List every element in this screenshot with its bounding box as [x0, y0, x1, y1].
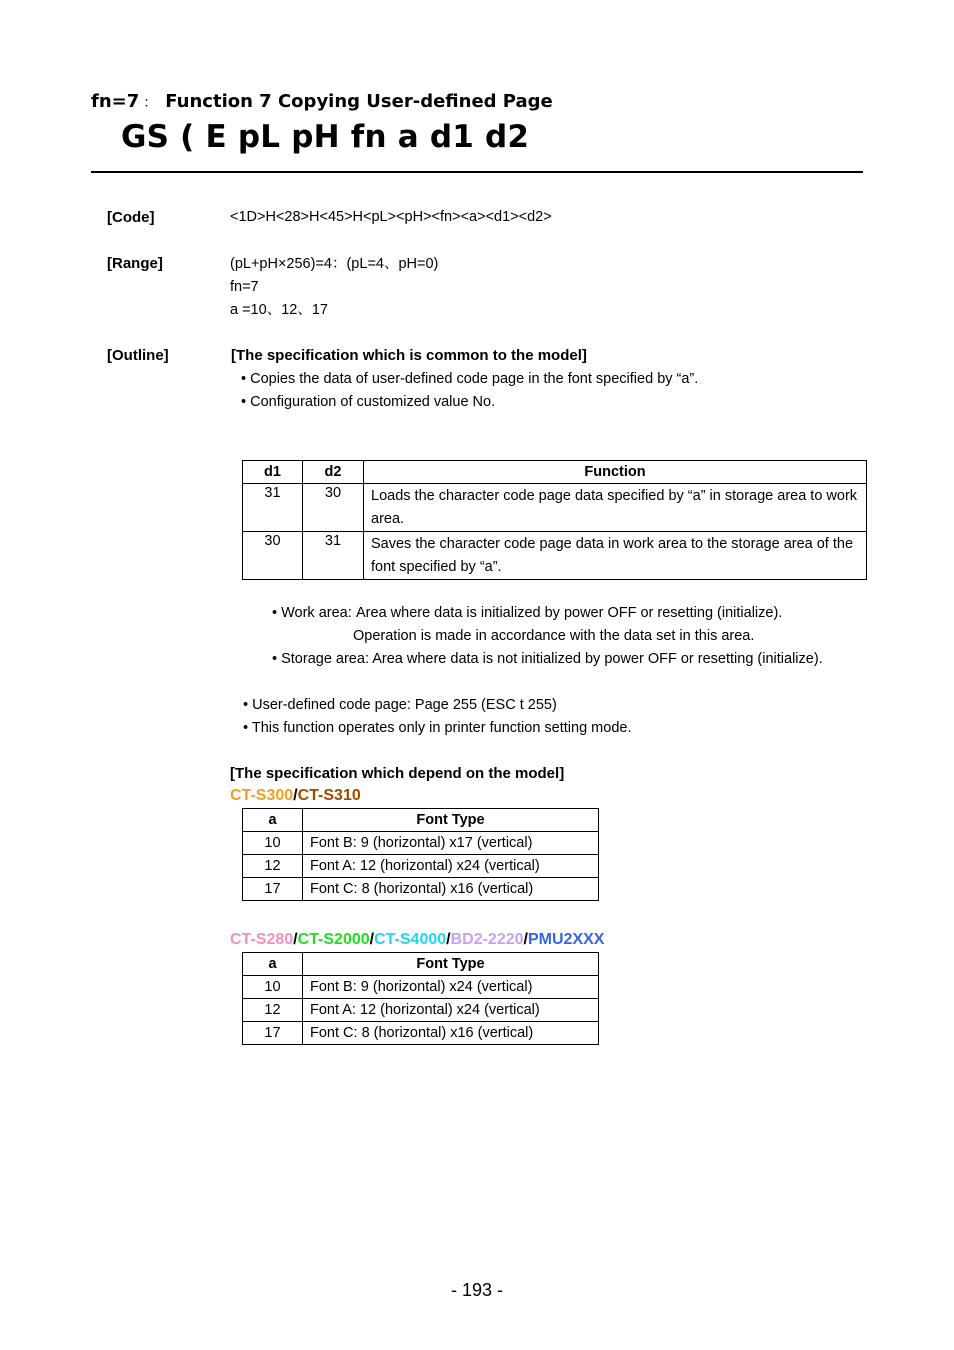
cell-function: Loads the character code page data specified by “a” in storage area to work area.	[364, 484, 867, 532]
function-title: Function 7 Copying User-defined Page	[165, 91, 553, 112]
model-name: CT-S2000	[297, 931, 370, 948]
column-header-d2: d2	[303, 461, 364, 484]
model-name: BD2-2220	[450, 931, 524, 948]
cell-a: 10	[243, 976, 303, 999]
cell-font: Font B: 9 (horizontal) x17 (vertical)	[303, 832, 599, 855]
model-group-2-label	[230, 931, 604, 949]
table-row	[243, 976, 599, 999]
column-header-function: Function	[364, 461, 867, 484]
slash: /	[293, 787, 298, 804]
cell-a: 12	[243, 999, 303, 1022]
cell-d1: 30	[243, 532, 303, 580]
storage-area-note: • Storage area: Area where data is not initialized by power OFF or resetting (initialize).	[272, 651, 823, 667]
font-type-table-1	[242, 808, 599, 901]
separator: ：	[143, 95, 158, 111]
column-header-font-type: Font Type	[303, 809, 599, 832]
cell-font: Font C: 8 (horizontal) x16 (vertical)	[303, 878, 599, 901]
cell-a: 12	[243, 855, 303, 878]
table-row	[243, 999, 599, 1022]
page-number: - 193 -	[450, 1280, 504, 1300]
cell-d2: 31	[303, 532, 364, 580]
cell-a: 10	[243, 832, 303, 855]
column-header-font-type: Font Type	[303, 953, 599, 976]
function-subtitle	[91, 91, 553, 112]
model-name: CT-S280	[230, 931, 294, 948]
range-line: (pL+pH×256)=4：(pL=4、pH=0)	[230, 256, 439, 272]
model-spec-heading: [The specification which depend on the model]	[230, 765, 565, 782]
column-header-d1: d1	[243, 461, 303, 484]
notes	[243, 694, 631, 740]
outline-bullets	[241, 368, 698, 414]
model-group-1-label	[230, 787, 361, 805]
work-area-label: • Work area:	[272, 605, 352, 621]
note-item: • User-defined code page: Page 255 (ESC t 255)	[243, 697, 557, 713]
cell-function: Saves the character code page data in work area to the storage area of the font specified by “a”.	[364, 532, 867, 580]
code-label: [Code]	[107, 209, 155, 226]
range-label: [Range]	[107, 255, 163, 272]
work-area-desc: Area where data is initialized by power OFF or resetting (initialize).	[356, 605, 783, 621]
cell-a: 17	[243, 878, 303, 901]
model-name: PMU2XXX	[527, 931, 605, 948]
command-title: GS ( E pL pH fn a d1 d2	[121, 119, 530, 155]
cell-d2: 30	[303, 484, 364, 532]
note-item: • This function operates only in printer function setting mode.	[243, 720, 632, 736]
table-row	[243, 1022, 599, 1045]
table-row	[243, 855, 599, 878]
table-header-row	[243, 953, 599, 976]
cell-font: Font A: 12 (horizontal) x24 (vertical)	[303, 855, 599, 878]
table-row	[243, 484, 867, 532]
font-type-table-2	[242, 952, 599, 1045]
slash: /	[446, 931, 451, 948]
column-header-a: a	[243, 809, 303, 832]
outline-bullet: • Copies the data of user-defined code page in the font specified by “a”.	[241, 371, 699, 387]
model-name: CT-S310	[297, 787, 361, 804]
slash: /	[523, 931, 528, 948]
range-line: fn=7	[230, 279, 259, 295]
table-row	[243, 878, 599, 901]
column-header-a: a	[243, 953, 303, 976]
header-rule	[91, 171, 863, 173]
range-line: a =10、12、17	[230, 302, 328, 318]
function-table	[242, 460, 867, 580]
model-name: CT-S300	[230, 787, 294, 804]
model-name: CT-S4000	[374, 931, 447, 948]
cell-d1: 31	[243, 484, 303, 532]
cell-font: Font B: 9 (horizontal) x24 (vertical)	[303, 976, 599, 999]
table-row	[243, 832, 599, 855]
cell-font: Font A: 12 (horizontal) x24 (vertical)	[303, 999, 599, 1022]
table-header-row	[243, 461, 867, 484]
table-header-row	[243, 809, 599, 832]
cell-a: 17	[243, 1022, 303, 1045]
code-value: <1D>H<28>H<45>H<pL><pH><fn><a><d1><d2>	[230, 209, 552, 225]
outline-bullet: • Configuration of customized value No.	[241, 394, 496, 410]
cell-font: Font C: 8 (horizontal) x16 (vertical)	[303, 1022, 599, 1045]
slash: /	[369, 931, 375, 948]
range-values	[230, 253, 438, 322]
common-spec-heading: [The specification which is common to the model]	[231, 347, 587, 364]
work-area-desc-2: Operation is made in accordance with the data set in this area.	[353, 628, 755, 644]
table-row	[243, 532, 867, 580]
slash: /	[293, 931, 298, 948]
fn-label: fn=7	[91, 91, 140, 112]
outline-label: [Outline]	[107, 347, 169, 364]
